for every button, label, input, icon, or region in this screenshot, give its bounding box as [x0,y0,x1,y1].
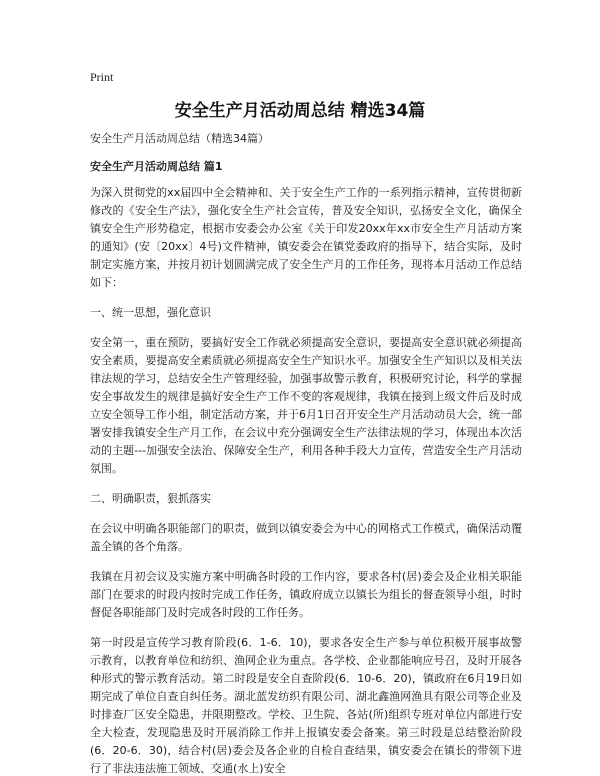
print-link[interactable]: Print [90,70,114,84]
paragraph-intro: 为深入贯彻党的xx届四中全会精神和、关于安全生产工作的一系列指示精神，宣传贯彻新修改的《安全生产法》，强化安全生产社会宣传，普及安全知识，弘扬安全文化，确保全镇安全生产形势稳定，根据市安委会办公室《关于印发20xx年xx市安全生产月活动方案的通知》(安〔20xx〕4号)文件精神，镇安委会在镇党委政府的指导下，结合实际，及时制定实施方案，并按月初计划圆满完成了安全生产月的工作任务，现将本月活动工作总结如下： [90,186,522,289]
paragraph-monthly-plan: 我镇在月初会议及实施方案中明确各时段的工作内容，要求各村(居)委会及企业相关职能部门在要求的时段内按时完成工作任务，镇政府成立以镇长为组长的督查领导小组，时时督促各职能部门及时完成各时段的工作任务。 [90,570,522,619]
paragraph-safety-first: 安全第一，重在预防，要搞好安全工作就必须提高安全意识，要提高安全意识就必须提高安全素质，要提高安全素质就必须提高安全生产知识水平。加强安全生产知识以及相关法律法规的学习，总结安全生产管理经验，加强事故警示教育，积极研究讨论，科学的掌握安全事故发生的规律是搞好安全生产工作不变的客观规律，我镇在接到上级文件后及时成立安全领导工作小组，制定活动方案，并于6月1日召开安全生产月活动动员大会，统一部署安排我镇安全生产月工作，在会议中充分强调安全生产法律法规的学习，体现出本次活动的主题---加强安全法治、保障安全生产，利用各种手段大力宣传，营造安全生产月活动氛围。 [90,336,522,475]
paragraph-meeting-duties: 在会议中明确各职能部门的职责，做到以镇安委会为中心的网格式工作模式，确保活动覆盖全镇的各个角落。 [90,522,522,553]
document-body [90,130,522,776]
document-title: 安全生产月活动周总结 精选34篇 [174,101,426,121]
section-heading: 安全生产月活动周总结 篇1 [90,160,223,173]
subheading-clarify-duties: 二、明确职责，狠抓落实 [90,492,211,505]
paragraph-time-phases: 第一时段是宣传学习教育阶段(6．1-6．10)，要求各安全生产参与单位积极开展事故警示教育，以教育单位和纺织、渔网企业为重点。各学校、企业都能响应号召，及时开展各种形式的警示教育活动。第二时段是安全自查阶段(6．10-6．20)，镇政府在6月19日如期完成了单位自查自纠任务。湖北蓝发纺织有限公司、湖北鑫渔网渔具有限公司等企业及时排查厂区安全隐患，并限期整改。学校、卫生院、各站(所)组织专班对单位内部进行安全大检查，发现隐患及时开展消除工作并上报镇安委会备案。第三时段是总结整治阶段(6．20-6．30)，结合村(居)委会及各企业的自检自查结果，镇安委会在镇长的带领下进行了非法违法施工领域、交通(水上)安全 [90,636,522,775]
subheading-unify-thinking: 一、统一思想，强化意识 [90,306,211,319]
document-subtitle: 安全生产月活动周总结（精选34篇） [90,132,269,145]
